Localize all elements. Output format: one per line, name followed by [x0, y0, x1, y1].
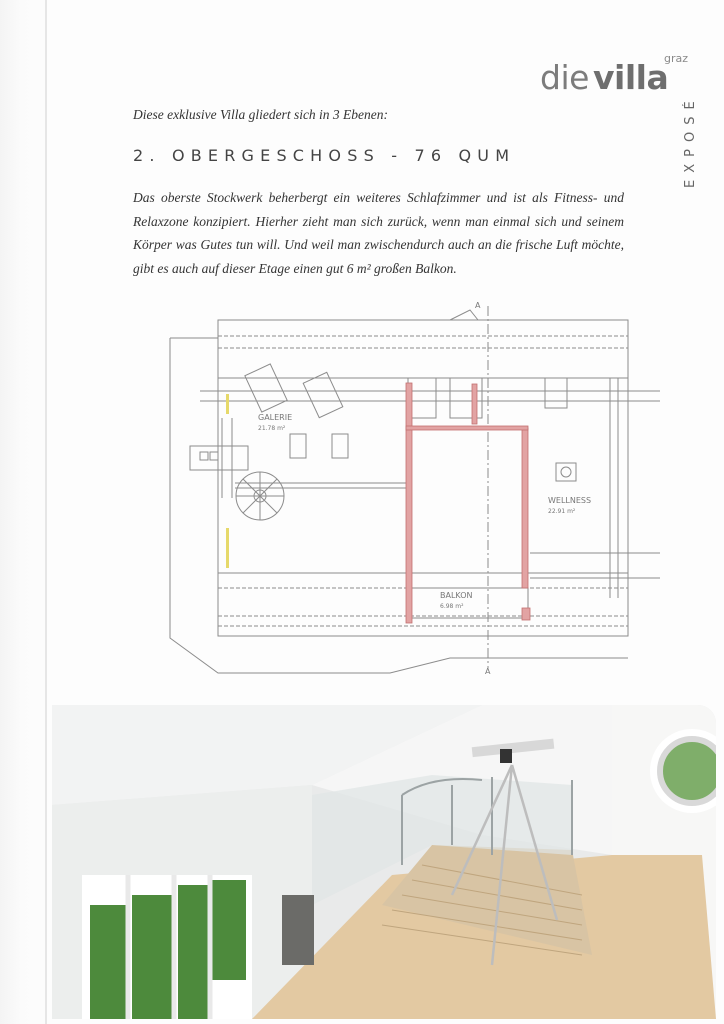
logo-graz: graz: [664, 52, 689, 65]
room-label-galerie: GALERIE: [258, 413, 293, 422]
room-area-wellness: 22.91 m²: [548, 508, 576, 515]
section-heading: 2. OBERGESCHOSS - 76 QUM: [133, 146, 516, 165]
room-area-balkon: 6.98 m²: [440, 603, 464, 610]
room-area-galerie: 21.78 m²: [258, 425, 286, 432]
logo-villa: villa: [593, 58, 669, 97]
section-marker-bottom: A: [485, 667, 491, 676]
expose-label: EXPOSÉ: [683, 94, 698, 188]
room-label-wellness: WELLNESS: [548, 496, 592, 505]
page-edge: [45, 0, 47, 1024]
dievilla-logo: [540, 52, 690, 98]
room-label-balkon: BALKON: [440, 591, 473, 600]
plan-outline: [218, 320, 628, 636]
section-marker-top: A: [475, 301, 481, 310]
body-paragraph: Das oberste Stockwerk beherbergt ein weiteres Schlafzimmer und ist als Fitness- und Relaxzone konzipiert. Hierher zieht man sich zurück, wenn man einmal sich und seinem Körper was Gutes tun will. Und weil man zwischendurch auch an die frische Luft möchte, gibt es auch auf dieser Etage einen gut 6 m² großen Balkon.: [133, 190, 624, 276]
logo-die: die: [540, 58, 589, 97]
interior-photo: [52, 705, 716, 1019]
floor-plan: [160, 298, 680, 683]
intro-text: Diese exklusive Villa gliedert sich in 3 Ebenen:: [133, 107, 389, 122]
